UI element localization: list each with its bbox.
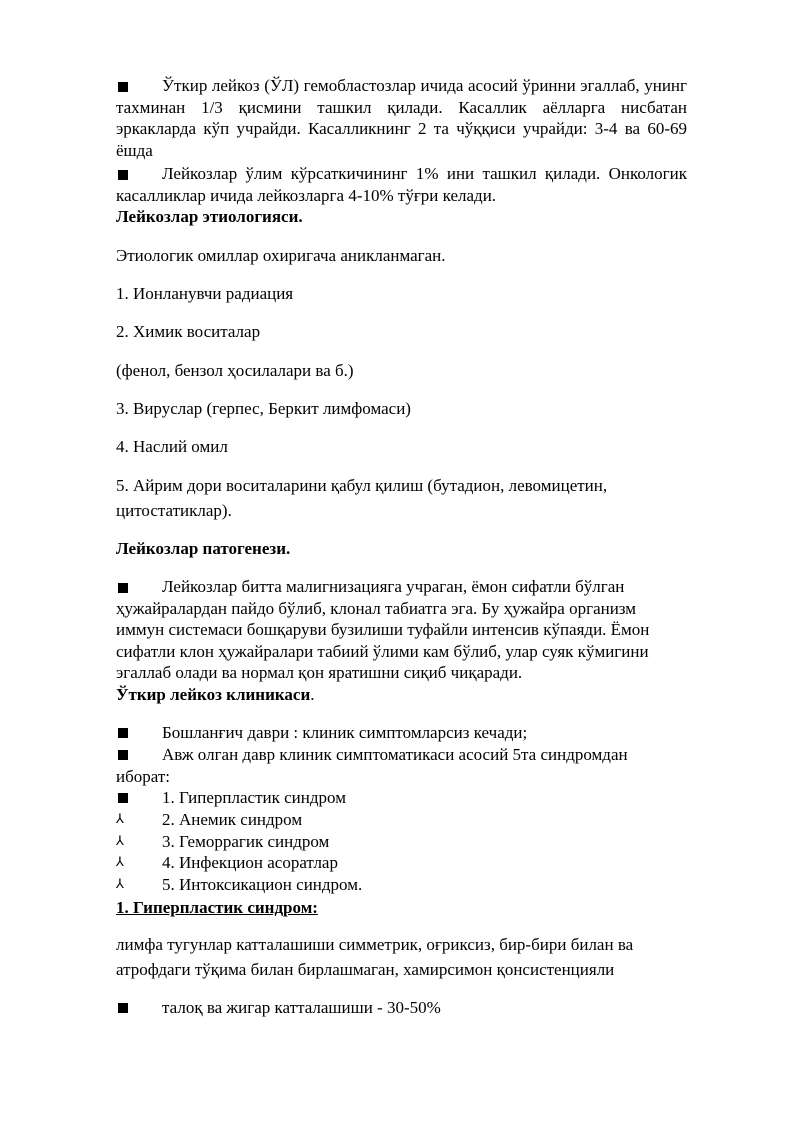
square-bullet-icon bbox=[118, 728, 128, 738]
hyperplastic-line-2: атрофдаги тўқима билан бирлашмаган, хамирсимон қонсистенцияли bbox=[116, 960, 615, 979]
syndrome-item-4-text: 4. Инфекцион асоратлар bbox=[162, 853, 338, 872]
etiology-item-1: 1. Ионланувчи радиация bbox=[116, 284, 294, 303]
arrow-bullet-icon: ⅄ bbox=[116, 834, 124, 849]
clinic-heading bbox=[116, 684, 315, 706]
pathogenesis-paragraph: Лейкозлар битта малигнизацияга учраган, ёмон сифатли бўлган ҳужайралардан пайдо бўлиб, клонал табиатга эга. Бу ҳужайра организм иммун системаси бошқаруви бузилиши туфайли интенсив кўпаяди. Ёмон сифатли клон ҳужайралари табиий ўлими кам бўлиб, улар суяк кўмигини эгаллаб олади ва нормал қон яратишни сиқиб чиқаради. bbox=[116, 577, 650, 682]
clinic-bullet-2-text: Авж олган давр клиник симптоматикаси асосий 5та синдромдан bbox=[162, 745, 628, 764]
syndrome-item-2-text: 2. Анемик синдром bbox=[162, 810, 303, 829]
intro-bullet-2 bbox=[116, 163, 687, 206]
clinic-bullet-1-text: Бошланғич даври : клиник симптомларсиз кечади; bbox=[162, 723, 528, 742]
pathogenesis-bullet bbox=[116, 576, 687, 684]
square-bullet-icon bbox=[118, 1003, 128, 1013]
arrow-bullet-icon: ⅄ bbox=[116, 855, 124, 870]
etiology-item-2: 2. Химик воситалар bbox=[116, 322, 261, 341]
syndrome-item-5-text: 5. Интоксикацион синдром. bbox=[162, 875, 363, 894]
hyperplastic-heading: 1. Гиперпластик синдром: bbox=[116, 898, 318, 917]
square-bullet-icon bbox=[118, 750, 128, 760]
clinic-bullet-2-cont: иборат: bbox=[116, 767, 171, 786]
hyperplastic-line-1: лимфа тугунлар катталашиши симметрик, оғриксиз, бир-бири билан ва bbox=[116, 935, 634, 954]
clinic-heading-text: Ўткир лейкоз клиникаси bbox=[116, 685, 311, 704]
syndrome-item-1-text: 1. Гиперпластик синдром bbox=[162, 788, 346, 807]
etiology-item-5: 5. Айрим дори воситаларини қабул қилиш (бутадион, левомицетин, bbox=[116, 476, 608, 495]
etiology-item-4: 4. Наслий омил bbox=[116, 437, 228, 456]
arrow-bullet-icon: ⅄ bbox=[116, 877, 124, 892]
intro-bullet-1 bbox=[116, 75, 687, 161]
intro-paragraph-2: Лейкозлар ўлим кўрсаткичининг 1% ини ташкил қилади. Онкологик касалликлар ичида лейкозларга 4-10% тўғри келади. bbox=[116, 164, 687, 205]
syndrome-item-3-text: 3. Геморрагик синдром bbox=[162, 832, 330, 851]
etiology-item-5-cont: цитостатиклар). bbox=[116, 501, 232, 520]
square-bullet-icon bbox=[118, 793, 128, 803]
etiology-item-2-note: (фенол, бензол ҳосилалари ва б.) bbox=[116, 361, 354, 380]
arrow-bullet-icon: ⅄ bbox=[116, 812, 124, 827]
clinic-heading-dot: . bbox=[310, 685, 315, 704]
hyperplastic-bullet-text: талоқ ва жигар катталашиши - 30-50% bbox=[162, 998, 441, 1017]
intro-paragraph-1: Ўткир лейкоз (ЎЛ) гемобластозлар ичида асосий ўринни эгаллаб, унинг тахминан 1/3 қисмини ташкил қилади. Касаллик аёлларга нисбатан эркакларда кўп учрайди. Касалликнинг 2 та чўққиси учрайди: 3-4 ва 60-69 ёшда bbox=[116, 76, 687, 160]
etiology-item-3: 3. Вируслар (герпес, Беркит лимфомаси) bbox=[116, 399, 411, 418]
etiology-heading: Лейкозлар этиологияси. bbox=[116, 207, 303, 226]
etiology-intro: Этиологик омиллар охиригача аникланмаган. bbox=[116, 246, 446, 265]
pathogenesis-heading: Лейкозлар патогенези. bbox=[116, 539, 291, 558]
